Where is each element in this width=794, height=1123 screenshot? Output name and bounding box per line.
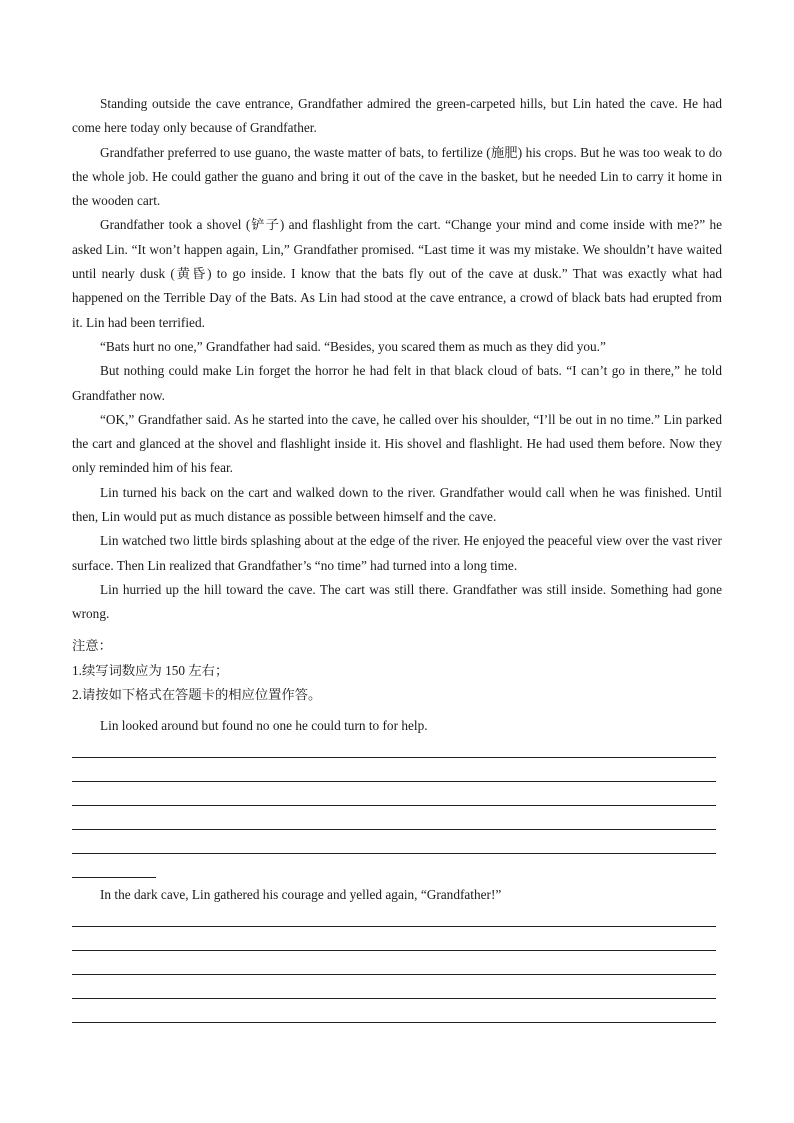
instructions [72, 634, 722, 708]
continuation-prompt-1: Lin looked around but found no one he could turn to for help. [100, 718, 428, 733]
instruction-item-format: 2.请按如下格式在答题卡的相应位置作答。 [72, 687, 322, 702]
story-paragraph: Lin hurried up the hill toward the cave. The cart was still there. Grandfather was still inside. Something had gone wrong. [72, 581, 722, 622]
story-paragraph: Standing outside the cave entrance, Grandfather admired the green-carpeted hills, but Lin hated the cave. He had come here today only because of Grandfather. [72, 96, 722, 136]
answer-line-short[interactable] [72, 877, 156, 878]
answer-line[interactable] [72, 998, 716, 999]
story-paragraph: Grandfather preferred to use guano, the waste matter of bats, to fertilize (施肥) his crops. But he was too weak to do the whole job. He could gather the guano and bring it out of the cave in the basket, but he needed Lin to carry it home in the wooden cart. [72, 144, 722, 209]
story-paragraph: “Bats hurt no one,” Grandfather had said. “Besides, you scared them as much as they did you.” [100, 338, 606, 354]
answer-line[interactable] [72, 974, 716, 975]
continuation-prompt-2: In the dark cave, Lin gathered his courage and yelled again, “Grandfather!” [100, 887, 502, 902]
story-paragraph: But nothing could make Lin forget the horror he had felt in that black cloud of bats. “I can’t go in there,” he told Grandfather now. [72, 363, 722, 403]
story-paragraph: “OK,” Grandfather said. As he started into the cave, he called over his shoulder, “I’ll be out in no time.” Lin parked the cart and glanced at the shovel and flashlight inside it. His shovel and flashlight. He had used them before. Now they only reminded him of his fear. [72, 411, 722, 476]
story-paragraph: Lin turned his back on the cart and walked down to the river. Grandfather would call when he was finished. Until then, Lin would put as much distance as possible between himself and the cave. [72, 484, 722, 525]
instruction-item-word-count: 1.续写词数应为 150 左右； [72, 662, 229, 678]
answer-line[interactable] [72, 757, 716, 758]
answer-line[interactable] [72, 950, 716, 951]
story-paragraph: Lin watched two little birds splashing about at the edge of the river. He enjoyed the peaceful view over the vast river surface. Then Lin realized that Grandfather’s “no time” had turned into a long time. [72, 533, 722, 573]
answer-line[interactable] [72, 805, 716, 806]
answer-line[interactable] [72, 926, 716, 927]
answer-line[interactable] [72, 1022, 716, 1023]
answer-line[interactable] [72, 853, 716, 854]
story-paragraph: Grandfather took a shovel (铲子) and flashlight from the cart. “Change your mind and come inside with me?” he asked Lin. “It won’t happen again, Lin,” Grandfather promised. “Last time it was my mistake. We shouldn’t have waited until nearly dusk (黄昏) to go inside. I know that the bats fly out of the cave at dusk.” That was exactly what had happened on the Terrible Day of the Bats. As Lin had stood at the cave entrance, a crowd of black bats had erupted from it. Lin had been terrified. [72, 217, 722, 330]
answer-line[interactable] [72, 781, 716, 782]
instructions-heading: 注意： [72, 638, 112, 653]
answer-line[interactable] [72, 829, 716, 830]
story-passage [72, 92, 722, 627]
